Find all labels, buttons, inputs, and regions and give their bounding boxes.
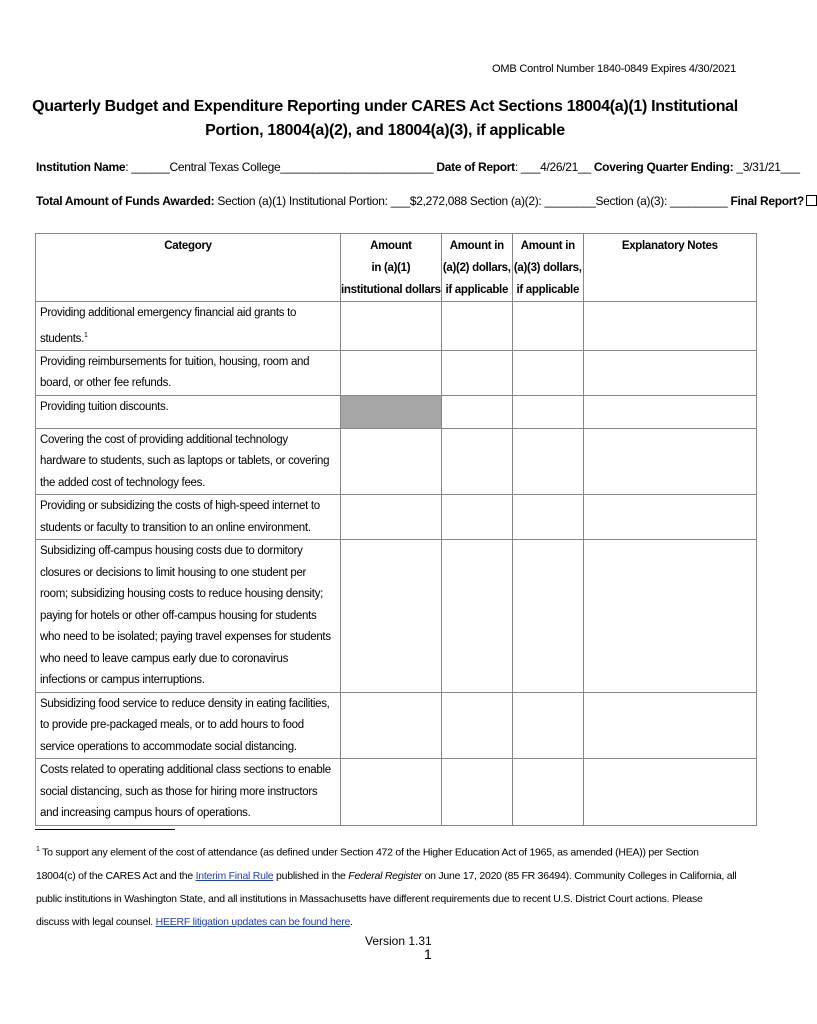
header-notes: Explanatory Notes	[583, 234, 756, 302]
row-category: Providing or subsidizing the costs of high-speed internet to students or faculty to transition to an online environment.	[36, 495, 341, 540]
header-a1-l1: Amount	[370, 240, 412, 252]
header-a3	[512, 234, 583, 302]
row-category: Subsidizing off-campus housing costs due to dormitory closures or decisions to limit housing to one student per room; subsidizing housing costs to reduce housing density; paying for hotels or other off-campus housing for students who need to be isolated; paying travel expenses for students who need to leave campus early due to coronavirus infections or campus interruptions.	[36, 540, 341, 693]
footnote-text-3: on June 17, 2020 (85 FR 36494). Community Colleges in California, all public institutions in Washington State, and all institutions in Massachusetts have different requirements due to recent U.S. District Court actions. Please discuss with legal counsel.	[36, 869, 737, 928]
a1-cell[interactable]	[341, 692, 442, 759]
a3-cell[interactable]	[512, 692, 583, 759]
omb-control-number: OMB Control Number 1840-0849 Expires 4/30/2021	[492, 63, 736, 75]
table-row	[36, 495, 757, 540]
footnote-ref: 1	[83, 331, 88, 339]
a2-cell[interactable]	[441, 759, 512, 826]
funds-value: Section (a)(1) Institutional Portion: ___$2,272,088 Section (a)(2): ________Section (a)(3): _________	[214, 194, 731, 208]
a1-cell[interactable]	[341, 350, 442, 395]
a3-cell[interactable]	[512, 302, 583, 351]
header-a2-l3: if applicable	[445, 284, 509, 296]
footnote	[36, 838, 738, 934]
row-category: Costs related to operating additional class sections to enable social distancing, such as those for hiring more instructors and increasing campus hours of operations.	[36, 759, 341, 826]
notes-cell[interactable]	[583, 302, 756, 351]
interim-final-rule-link[interactable]: Interim Final Rule	[195, 869, 274, 882]
budget-table	[35, 233, 757, 826]
header-a3-l3: if applicable	[516, 284, 580, 296]
a3-cell[interactable]	[512, 495, 583, 540]
table-header-row	[36, 234, 757, 302]
quarter-label: Covering Quarter Ending:	[593, 160, 737, 174]
page-title: Quarterly Budget and Expenditure Reporting under CARES Act Sections 18004(a)(1) Institutional Portion, 18004(a)(2), and 18004(a)(3), if applicable	[32, 98, 738, 139]
funds-line	[36, 194, 817, 208]
a3-cell[interactable]	[512, 428, 583, 495]
footnote-text-1: To support any element of the cost of attendance (as defined under Section 472 of the Higher Education Act of 1965, as amended (HEA)) per Section 18004(c) of the CARES Act and the	[36, 846, 699, 882]
table-row	[36, 302, 757, 351]
date-value: : ___4/26/21__	[514, 160, 594, 174]
institution-label: Institution Name	[36, 160, 126, 174]
final-report-label: Final Report?	[730, 194, 804, 208]
a2-cell[interactable]	[441, 692, 512, 759]
notes-cell[interactable]	[583, 692, 756, 759]
footnote-text-4: .	[350, 915, 353, 928]
a2-cell[interactable]	[441, 350, 512, 395]
header-a1	[341, 234, 442, 302]
a3-cell[interactable]	[512, 759, 583, 826]
header-a2	[441, 234, 512, 302]
heerf-litigation-link[interactable]: HEERF litigation updates can be found here	[155, 915, 351, 928]
a2-cell[interactable]	[441, 395, 512, 428]
a2-cell[interactable]	[441, 495, 512, 540]
a1-cell[interactable]	[341, 428, 442, 495]
notes-cell[interactable]	[583, 540, 756, 693]
date-label: Date of Report	[436, 160, 515, 174]
page-number: 1	[424, 946, 432, 962]
row-category: Subsidizing food service to reduce density in eating facilities, to provide pre-packaged meals, or to add hours to food service operations to accommodate social distancing.	[36, 692, 341, 759]
header-a2-l2: (a)(2) dollars,	[442, 262, 511, 274]
footnote-mark: 1	[36, 846, 40, 853]
a1-cell[interactable]	[341, 540, 442, 693]
table-row	[36, 759, 757, 826]
notes-cell[interactable]	[583, 759, 756, 826]
row-category: Providing reimbursements for tuition, housing, room and board, or other fee refunds.	[36, 350, 341, 395]
final-report-checkbox[interactable]	[806, 195, 817, 206]
a1-cell[interactable]	[341, 759, 442, 826]
table-row	[36, 540, 757, 693]
table-row	[36, 692, 757, 759]
footnote-text-2: published in the	[273, 869, 349, 882]
table-row	[36, 428, 757, 495]
notes-cell[interactable]	[583, 428, 756, 495]
row-category-text: Providing additional emergency financial aid grants to students.	[40, 307, 297, 345]
footnote-divider	[35, 829, 175, 830]
a1-cell-shaded	[341, 395, 442, 428]
row-category: Providing tuition discounts.	[36, 395, 341, 428]
institution-value: : ______Central Texas College________________________	[125, 160, 437, 174]
header-a3-l2: (a)(3) dollars,	[513, 262, 582, 274]
row-category: Covering the cost of providing additional technology hardware to students, such as laptops or tablets, or covering the added cost of technology fees.	[36, 428, 341, 495]
quarter-value: _3/31/21___	[736, 160, 800, 174]
notes-cell[interactable]	[583, 395, 756, 428]
notes-cell[interactable]	[583, 350, 756, 395]
a3-cell[interactable]	[512, 395, 583, 428]
header-a1-l2: in (a)(1)	[371, 262, 411, 274]
a2-cell[interactable]	[441, 302, 512, 351]
header-a3-l1: Amount in	[520, 240, 575, 252]
federal-register-text: Federal Register	[348, 869, 422, 882]
header-category: Category	[36, 234, 341, 302]
table-row	[36, 395, 757, 428]
header-a2-l1: Amount in	[449, 240, 504, 252]
notes-cell[interactable]	[583, 495, 756, 540]
a2-cell[interactable]	[441, 428, 512, 495]
a3-cell[interactable]	[512, 540, 583, 693]
row-category	[36, 302, 341, 351]
a1-cell[interactable]	[341, 302, 442, 351]
header-a1-l3: institutional dollars	[341, 284, 441, 296]
a3-cell[interactable]	[512, 350, 583, 395]
a1-cell[interactable]	[341, 495, 442, 540]
funds-label: Total Amount of Funds Awarded:	[36, 194, 215, 208]
table-row	[36, 350, 757, 395]
version-label: Version 1.31	[365, 934, 432, 948]
a2-cell[interactable]	[441, 540, 512, 693]
institution-line	[36, 160, 800, 174]
